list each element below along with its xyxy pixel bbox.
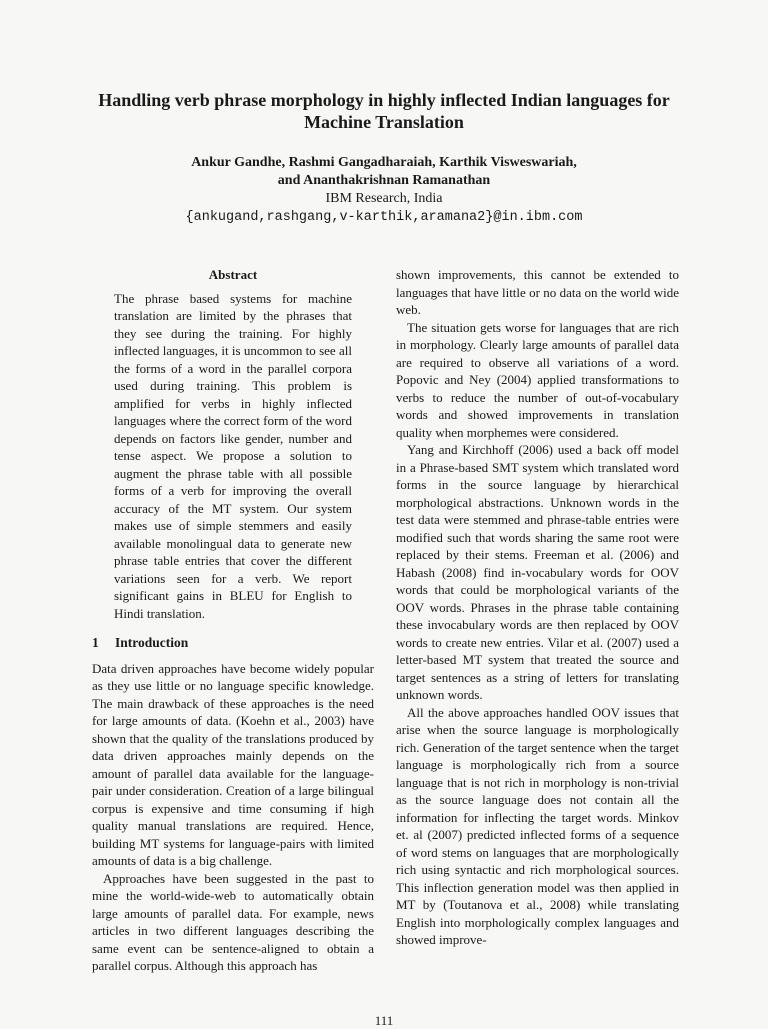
- intro-paragraph-2: Approaches have been suggested in the past to mine the world-wide-web to automatically obtain large amounts of parallel data. For example, news articles in two different languages describing the same event can be sentence-aligned to obtain a parallel corpus. Although this approach has: [92, 870, 374, 973]
- author-block: [60, 154, 708, 227]
- author-names-line-1: Ankur Gandhe, Rashmi Gangadharaiah, Karthik Visweswariah,: [191, 155, 577, 170]
- intro-paragraph-1: Data driven approaches have become widely popular as they use little or no language specific knowledge. The main drawback of these approaches is the need for large amounts of data. (Koehn et al., 2003) have shown that the quality of the translations produced by data driven approaches mainly depends on the amount of parallel data available for the language-pair under consideration. Creation of a large bilingual corpus is expensive and time consuming if high quality manual translations are required. Hence, building MT systems for language-pairs with limited amounts of data is a big challenge.: [92, 660, 374, 868]
- right-paragraph-2: The situation gets worse for languages that are rich in morphology. Clearly large amounts of parallel data are required to observe all variations of a word. Popovic and Ney (2004) applied transformations to verbs to reduce the number of out-of-vocabulary words and showed improvements in translation quality when morphemes were considered.: [396, 319, 679, 440]
- left-column: [92, 266, 374, 975]
- section-number: 1: [92, 635, 99, 650]
- section-title: Introduction: [115, 635, 189, 650]
- affiliation: IBM Research, India: [325, 191, 443, 206]
- title-line-1: Handling verb phrase morphology in highly inflected Indian languages for: [98, 90, 670, 110]
- right-column: [396, 266, 679, 949]
- author-emails: {ankugand,rashgang,v-karthik,aramana2}@in.ibm.com: [185, 210, 583, 225]
- page-number: 111: [374, 1013, 394, 1028]
- abstract-heading: Abstract: [208, 267, 258, 282]
- right-paragraph-4: All the above approaches handled OOV issues that arise when the source language is morphologically rich. Generation of the target sentence when the target language is morphologically rich from a source language that is not rich in morphology is non-trivial as the source language does not contain all the information for inflecting the target words. Minkov et. al (2007) predicted inflected forms of a sequence of word stems on languages that are morphologically rich using syntactic and rich morphological sources. This inflection generation model was then applied in MT by (Toutanova et al., 2008) while translating English into morphologically complex languages and showed improve-: [396, 704, 679, 947]
- right-paragraph-1: shown improvements, this cannot be extended to languages that have little or no data on the world wide web.: [396, 267, 679, 317]
- author-names-line-2: and Ananthakrishnan Ramanathan: [277, 173, 491, 188]
- right-paragraph-3: Yang and Kirchhoff (2006) used a back off model in a Phrase-based SMT system which translated word forms in the source language by hierarchical morphological abstractions. Unknown words in the test data were stemmed and phrase-table entries were modified such that words sharing the same root were replaced by their stems. Freeman et al. (2006) and Habash (2008) find in-vocabulary words for OOV words that could be morphological variants of the OOV words. Phrases in the phrase table containing these invocabulary words are then replaced by OOV words to create new entries. Vilar et al. (2007) used a letter-based MT system that treated the source and target sentences as a string of letters for translating unknown words.: [396, 442, 679, 702]
- abstract-text: The phrase based systems for machine translation are limited by the phrases that they see during the training. For highly inflected languages, it is uncommon to see all the forms of a word in the parallel corpora used during training. This problem is amplified for verbs in highly inflected languages where the correct form of the word depends on factors like gender, number and tense aspect. We propose a solution to augment the phrase table with all possible forms of a verb for improving the overall accuracy of the MT system. Our system makes use of simple stemmers and easily available monolingual data to generate new phrase table entries that cover the different variations seen for a verb. We report significant gains in BLEU for English to Hindi translation.: [114, 290, 352, 621]
- paper-title: [60, 89, 708, 133]
- title-line-2: Machine Translation: [304, 112, 464, 132]
- introduction-heading: [92, 634, 374, 652]
